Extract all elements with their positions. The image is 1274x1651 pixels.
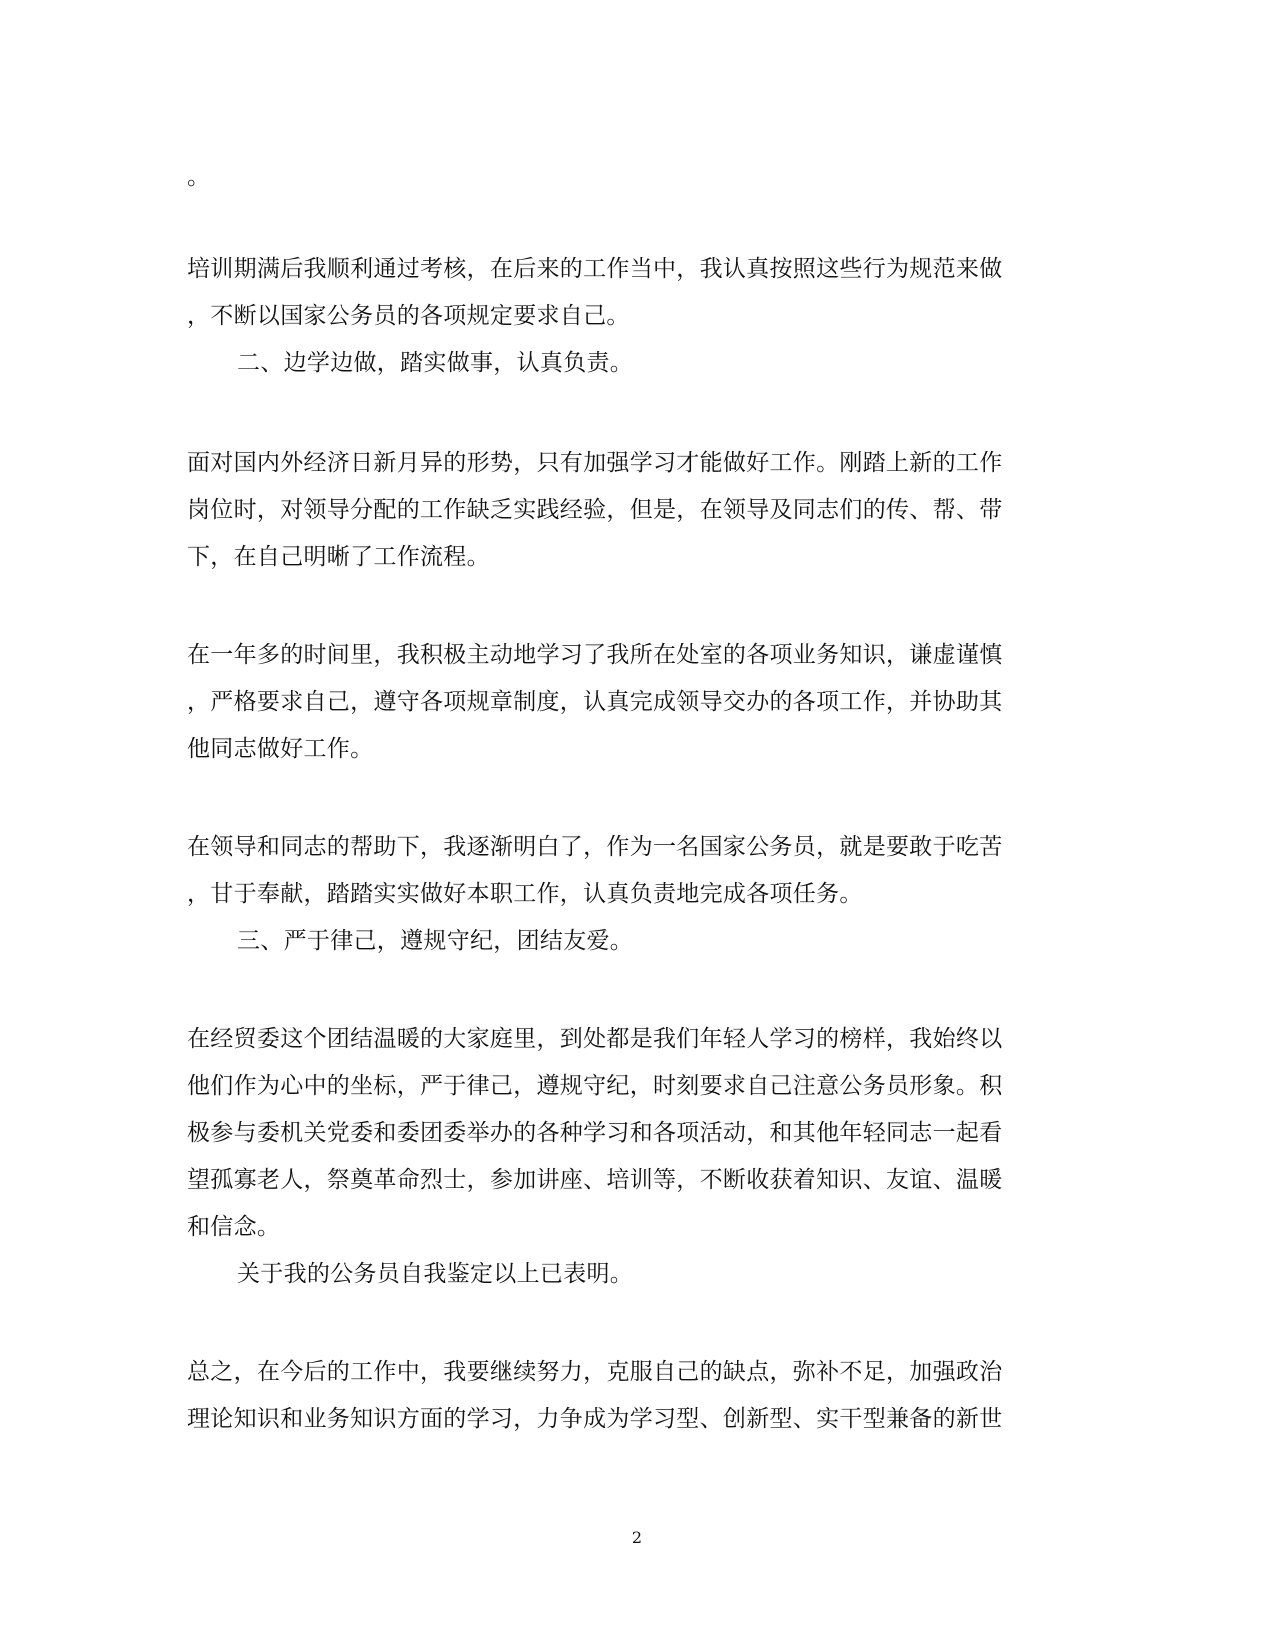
text-line: 理论知识和业务知识方面的学习，力争成为学习型、创新型、实干型兼备的新世 — [187, 1406, 1003, 1432]
text-line: 在经贸委这个团结温暖的大家庭里，到处都是我们年轻人学习的榜样，我始终以 — [187, 1026, 1003, 1052]
text-line: 在一年多的时间里，我积极主动地学习了我所在处室的各项业务知识，谦虚谨慎 — [187, 642, 1003, 668]
text-line: 望孤寡老人，祭奠革命烈士，参加讲座、培训等，不断收获着知识、友谊、温暖 — [187, 1167, 1003, 1193]
text-line: 培训期满后我顺利通过考核，在后来的工作当中，我认真按照这些行为规范来做 — [187, 256, 1003, 282]
text-line: 面对国内外经济日新月异的形势，只有加强学习才能做好工作。刚踏上新的工作 — [187, 450, 1003, 476]
section-heading: 二、边学边做，踏实做事，认真负责。 — [237, 350, 634, 376]
text-line: 岗位时，对领导分配的工作缺乏实践经验，但是，在领导及同志们的传、帮、带 — [187, 497, 1003, 523]
text-line: ，严格要求自己，遵守各项规章制度，认真完成领导交办的各项工作，并协助其 — [187, 689, 1003, 715]
page-number: 2 — [631, 1528, 643, 1547]
section-heading: 三、严于律己，遵规守纪，团结友爱。 — [237, 928, 634, 954]
text-line: 关于我的公务员自我鉴定以上已表明。 — [237, 1261, 634, 1287]
text-line: 总之，在今后的工作中，我要继续努力，克服自己的缺点，弥补不足，加强政治 — [187, 1359, 1003, 1385]
text-line: ，不断以国家公务员的各项规定要求自己。 — [187, 303, 630, 329]
text-line: 下，在自己明晰了工作流程。 — [187, 544, 490, 570]
text-line: ，甘于奉献，踏踏实实做好本职工作，认真负责地完成各项任务。 — [187, 881, 863, 907]
text-line: 在领导和同志的帮助下，我逐渐明白了，作为一名国家公务员，就是要敢于吃苦 — [187, 834, 1003, 860]
text-line: 他们作为心中的坐标，严于律己，遵规守纪，时刻要求自己注意公务员形象。积 — [187, 1073, 1003, 1099]
text-line: 极参与委机关党委和委团委举办的各种学习和各项活动，和其他年轻同志一起看 — [187, 1120, 1003, 1146]
text-line: 和信念。 — [187, 1214, 281, 1240]
text-line: 他同志做好工作。 — [187, 736, 374, 762]
text-line: 。 — [187, 164, 211, 190]
